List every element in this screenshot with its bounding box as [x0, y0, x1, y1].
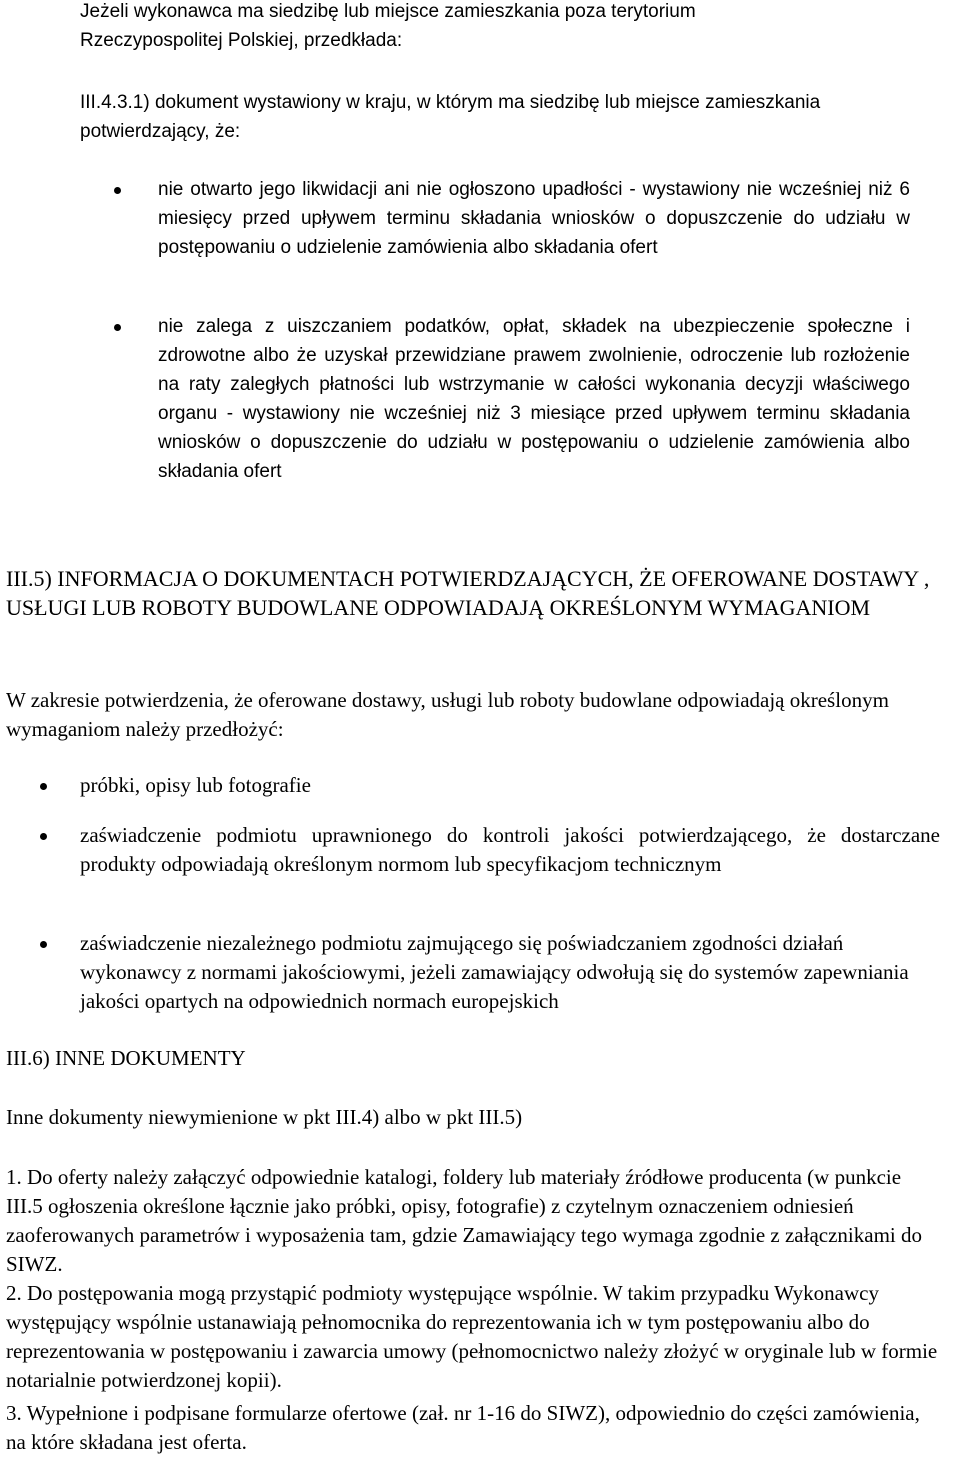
- section-heading-iii-5: [6, 564, 960, 622]
- bullet-icon: [114, 324, 121, 331]
- section-iii-6-intro: Inne dokumenty niewymienione w pkt III.4) albo w pkt III.5): [6, 1105, 523, 1129]
- point-3: 3. Wypełnione i podpisane formularze ofertowe (zał. nr 1-16 do SIWZ), odpowiednio do części zamówienia, na które składana jest oferta.: [6, 1401, 920, 1454]
- list-item-text: nie otwarto jego likwidacji ani nie ogłoszono upadłości - wystawiony nie wcześniej niż 6 miesięcy przed upływem terminu składania wniosków o dopuszczenie do udziału w postępowaniu o udzielenie zamówienia albo składania ofert: [158, 179, 910, 258]
- bullet-icon: [40, 941, 47, 948]
- list-item-text: nie zalega z uiszczaniem podatków, opłat, składek na ubezpieczenie społeczne i zdrowotne albo że uzyskał przewidziane prawem zwolnienie, odroczenie lub rozłożenie na raty zaległych płatności lub wstrzymanie w całości wykonania decyzji właściwego organu - wystawiony nie wcześniej niż 3 miesiące przed upływem terminu składania wniosków o dopuszczenie do udziału w postępowaniu o udzielenie zamówienia albo składania ofert: [158, 316, 910, 482]
- list-item-text: zaświadczenie niezależnego podmiotu zajmującego się poświadczaniem zgodności działań wykonawcy z normami jakościowymi, jeżeli zamawiający odwołują się do systemów zapewniania jakości opartych na odpowiednich normach europejskich: [80, 931, 909, 1013]
- section-iii-5-intro: W zakresie potwierdzenia, że oferowane dostawy, usługi lub roboty budowlane odpowiadają określonym wymaganiom należy przedłożyć:: [6, 688, 889, 741]
- bullet-icon: [40, 833, 47, 840]
- bullet-icon: [114, 187, 121, 194]
- bullet-icon: [40, 783, 47, 790]
- document-requirement-iii-4-3-1: III.4.3.1) dokument wystawiony w kraju, w którym ma siedzibę lub miejsce zamieszkania potwierdzający, że:: [80, 92, 821, 142]
- list-item-text: próbki, opisy lub fotografie: [80, 773, 311, 797]
- heading-text: III.5) INFORMACJA O DOKUMENTACH POTWIERDZAJĄCYCH, ŻE OFEROWANE DOSTAWY , USŁUGI LUB ROBOTY BUDOWLANE ODPOWIADAJĄ OKREŚLONYM WYMAGANIOM: [6, 566, 930, 620]
- section-heading-iii-6: III.6) INNE DOKUMENTY: [6, 1046, 246, 1070]
- point-2: 2. Do postępowania mogą przystąpić podmioty występujące wspólnie. W takim przypadku Wykonawcy występujący wspólnie ustanawiają pełnomocnika do reprezentowania ich w tym postępowaniu albo do reprezentowania w postępowaniu i zawarcia umowy (pełnomocnictwo należy złożyć w oryginale lub w formie notarialnie potwierdzonej kopii).: [6, 1281, 938, 1392]
- point-1: 1. Do oferty należy załączyć odpowiednie katalogi, foldery lub materiały źródłowe producenta (w punkcie III.5 ogłoszenia określone łącznie jako próbki, opisy, fotografie) z czytelnym oznaczeniem odniesień zaoferowanych parametrów i wyposażenia tam, gdzie Zamawiający tego wymaga zgodnie z załącznikami do SIWZ.: [6, 1165, 923, 1276]
- foreign-contractor-intro: Jeżeli wykonawca ma siedzibę lub miejsce zamieszkania poza terytorium Rzeczypospolitej Polskiej, przedkłada:: [80, 1, 696, 51]
- list-item-text: zaświadczenie podmiotu uprawnionego do kontroli jakości potwierdzającego, że dostarczane produkty odpowiadają określonym normom lub specyfikacjom technicznym: [80, 823, 940, 876]
